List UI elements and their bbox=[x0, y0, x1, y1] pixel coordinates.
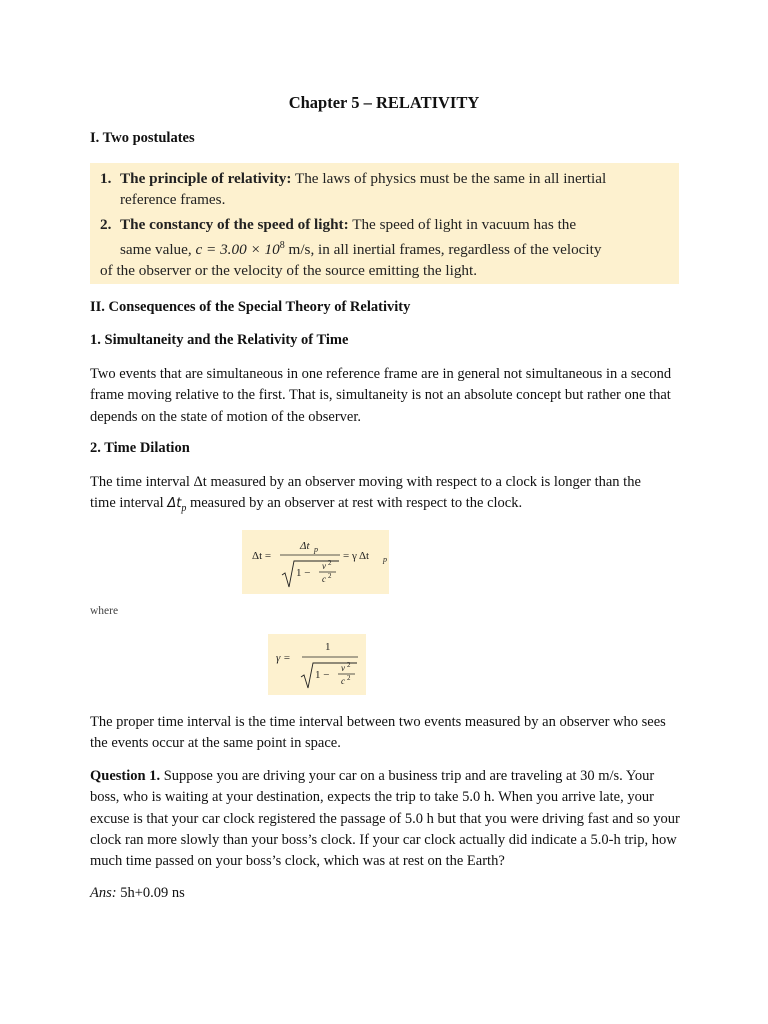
eq2-v-exp: 2 bbox=[347, 661, 351, 669]
eq1-one-minus: 1 − bbox=[296, 567, 311, 579]
eq1-c: c bbox=[322, 574, 326, 584]
postulate-text: The laws of physics must be the same in all inertial bbox=[294, 170, 607, 187]
postulate-text-continued: same value, bbox=[120, 240, 192, 258]
postulate-name: The constancy of the speed of light: bbox=[120, 216, 349, 233]
answer-value: 5h+0.09 ns bbox=[120, 885, 185, 901]
time-dilation-equation bbox=[242, 530, 389, 594]
postulates-box bbox=[90, 163, 679, 284]
eq2-numerator: 1 bbox=[325, 641, 331, 653]
eq1-c-exp: 2 bbox=[328, 572, 332, 580]
page-title: Chapter 5 – RELATIVITY bbox=[288, 93, 480, 112]
section-heading-postulates: I. Two postulates bbox=[90, 130, 195, 146]
postulate-number: 1. bbox=[100, 170, 112, 187]
eq2-c: c bbox=[341, 676, 345, 686]
paragraph-simultaneity: Two events that are simultaneous in one reference frame are in general not simultaneous in a second frame moving relative to the first. That is, simultaneity is not an absolute concept but rather one that depends on the state of motion of the observer. bbox=[90, 366, 672, 425]
time-dilation-text-a: The time interval Δt measured by an observer moving with respect to a clock is longer than the bbox=[90, 474, 641, 490]
eq1-numerator-sub: p bbox=[314, 545, 318, 554]
where-label: where bbox=[90, 605, 119, 617]
eq2-lhs: γ = bbox=[276, 652, 291, 664]
question-1 bbox=[90, 766, 680, 872]
postulate-name: The principle of relativity: bbox=[120, 170, 292, 187]
paragraph-proper-time: The proper time interval is the time interval between two events measured by an observer who sees the events occur at the same point in space. bbox=[90, 714, 666, 752]
section-heading-consequences: II. Consequences of the Special Theory of Relativity bbox=[90, 299, 411, 315]
speed-of-light-exponent: 8 bbox=[279, 239, 285, 251]
answer bbox=[90, 883, 680, 904]
delta-t-p-symbol: Δt bbox=[167, 496, 182, 512]
delta-t-p-subscript: p bbox=[181, 503, 187, 515]
subheading-simultaneity: 1. Simultaneity and the Relativity of Time bbox=[90, 332, 349, 348]
paragraph-time-dilation bbox=[90, 472, 680, 519]
postulate-2 bbox=[100, 215, 668, 281]
postulate-text-end: of the observer or the velocity of the source emitting the light. bbox=[100, 261, 478, 279]
question-text: Suppose you are driving your car on a business trip and are traveling at 30 m/s. Your boss, who is waiting at your destination, expects the trip to take 5.0 h. When you arrive late, your excuse is that your car clock registered the passage of 5.0 h but that you were driving fast and so your clock ran more slowly than your boss’s clock. If your car clock actually did indicate a 5.0-h trip, how much time passed on your boss’s clock, which was at rest on the Earth? bbox=[90, 768, 680, 870]
eq2-c-exp: 2 bbox=[347, 674, 351, 682]
postulate-number: 2. bbox=[100, 216, 112, 233]
answer-label: Ans: bbox=[90, 885, 117, 901]
postulate-text: The speed of light in vacuum has the bbox=[352, 216, 577, 233]
eq2-v: v bbox=[341, 663, 345, 673]
subheading-time-dilation: 2. Time Dilation bbox=[90, 440, 190, 456]
eq1-v-exp: 2 bbox=[328, 559, 332, 567]
question-label: Question 1. bbox=[90, 768, 161, 784]
eq1-rhs-sub: p bbox=[383, 555, 387, 564]
eq1-numerator: Δt bbox=[300, 540, 310, 552]
postulate-1 bbox=[100, 169, 668, 211]
eq1-v: v bbox=[322, 561, 326, 571]
eq1-rhs: = γ Δt bbox=[343, 550, 370, 562]
speed-of-light-value: c = 3.00 × 10 bbox=[195, 240, 280, 258]
time-dilation-text-b1: time interval bbox=[90, 495, 164, 512]
eq1-lhs: Δt = bbox=[252, 550, 272, 562]
postulate-text-continued: reference frames. bbox=[120, 190, 226, 208]
gamma-equation bbox=[268, 634, 366, 695]
postulate-unit-text: m/s, in all inertial frames, regardless of the velocity bbox=[288, 240, 602, 258]
eq2-one-minus: 1 − bbox=[315, 669, 330, 681]
time-dilation-text-b2: measured by an observer at rest with respect to the clock. bbox=[189, 495, 523, 512]
